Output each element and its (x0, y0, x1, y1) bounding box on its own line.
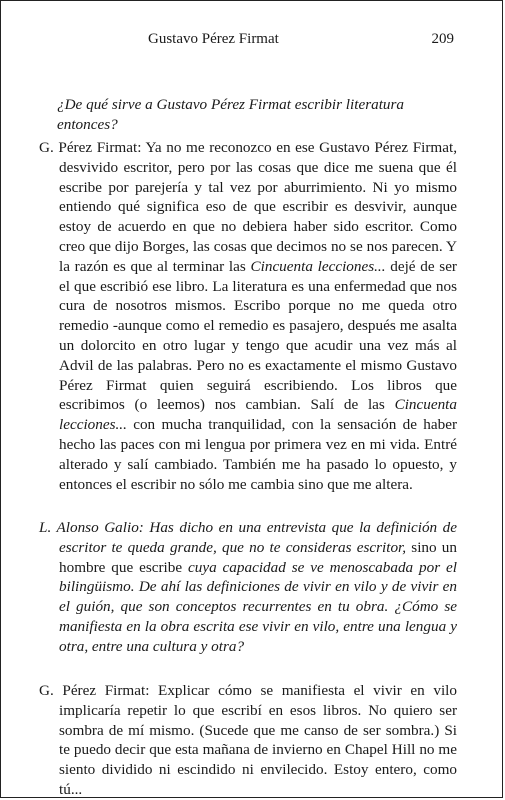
answer-1-paragraph (39, 138, 457, 494)
speaker-label: G. Pérez Firmat: (39, 139, 142, 156)
speaker-label: G. Pérez Firmat: (39, 682, 150, 699)
answer-1 (39, 138, 457, 494)
question-2-text-b: cuya capacidad se ve menoscabada por el bilingüismo. De ahí las definiciones de vivir en vilo y de vivir en el guión, que son conceptos recurrentes en tu obra. ¿Cómo se manifiesta en la obra escrita ese vivir en vilo, entre una lengua y otra, entre una cultura y otra? (59, 558, 457, 655)
question-2 (39, 518, 457, 657)
question-2-text-a: L. Alonso Galio: Has dicho en una entrevista que la definición de escritor te queda grande, que no te consideras escritor, (39, 519, 457, 556)
answer-1-text-a: Ya no me reconozco en ese Gustavo Pérez Firmat, desvivido escritor, pero por las cosas que dice me suena que él escribe por parejería y tal vez por aburrimiento. Ni yo mismo entiendo qué significa eso de que escribir es desvivir, aunque estoy de acuerdo en que no debiera haber sido escritor. Como creo que dijo Borges, las cosas que decimos no se nos parecen. Y la razón es que al terminar las (59, 139, 457, 275)
question-1 (57, 95, 454, 135)
answer-1-text-c: con mucha tranquilidad, con la sensación de haber hecho las paces con mi lengua por primera vez en mi vida. Entré alterado y salí cambiado. También me ha pasado lo opuesto, y entonces el escribir no sólo me cambia sino que me altera. (59, 416, 457, 493)
question-1-text: ¿De qué sirve a Gustavo Pérez Firmat escribir literatura entonces? (57, 96, 405, 133)
answer-2-paragraph (39, 681, 457, 800)
answer-2-text: Explicar cómo se manifiesta el vivir en vilo implicaría repetir lo que escribí en esos libros. No quiero ser sombra de mí mismo. (Sucede que me canso de ser sombra.) Si te puedo decir que esta mañana de invierno en Chapel Hill no me siento dividido ni escindido ni envilecido. Estoy entero, como tú... (59, 682, 457, 798)
answer-1-text-b: dejé de ser el que escribió ese libro. La literatura es una enfermedad que nos cura de nosotros mismos. Escribo porque no me queda otro remedio -aunque como el remedio es pasajero, después me asalta un dolorcito en otro lugar y tengo que acudir una vez más al Advil de las palabras. Pero no es exactamente el mismo Gustavo Pérez Firmat quien seguirá escribiendo. Los libros que escribimos (o leemos) nos cambian. Salí de las (59, 257, 457, 414)
running-title: Gustavo Pérez Firmat (148, 31, 279, 47)
book-title-ref: Cincuenta lecciones... (250, 257, 386, 275)
question-2-paragraph (39, 518, 457, 657)
page-number: 209 (431, 31, 454, 47)
question-2-upright: sino un hombre que escribe (59, 538, 457, 576)
running-header (1, 31, 502, 53)
book-title-ref: Cincuenta lecciones... (59, 396, 457, 434)
answer-2 (39, 681, 457, 800)
